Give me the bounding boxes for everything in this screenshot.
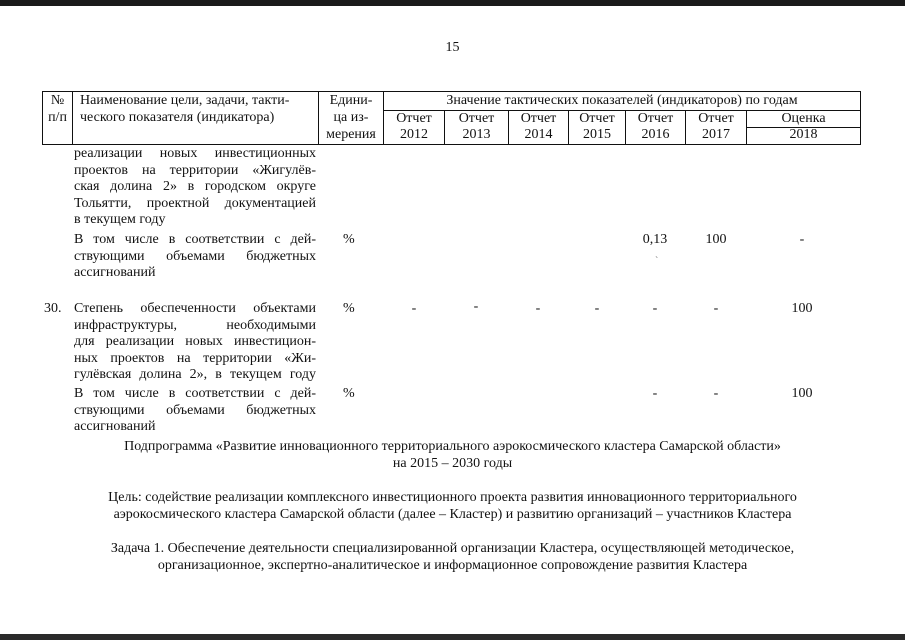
scan-top-border <box>0 0 905 6</box>
header-top-line <box>42 91 860 92</box>
header-unit-label-1: Едини- <box>329 93 373 108</box>
header-year: 2017 <box>702 127 730 142</box>
header-bottom-line <box>42 144 860 145</box>
value-2016: 0,13 <box>642 232 668 247</box>
row-text-line: ассигнований <box>74 265 156 280</box>
subprogram-title-line-1: Подпрограмма «Развитие инновационного территориального аэрокосмического кластера Самарской области» <box>124 439 781 454</box>
row-text-line: Тольятти, проектной документацией <box>74 195 316 211</box>
row-unit: % <box>343 232 355 247</box>
value-2017: - <box>713 301 719 316</box>
value-2018: 100 <box>791 301 813 316</box>
goal-line-1: Цель: содействие реализации комплексного инвестиционного проекта развития инновационного территориального <box>108 490 797 505</box>
header-unit-label-3: мерения <box>326 127 376 142</box>
row-text-line: В том числе в соответствии с дей- <box>74 232 316 247</box>
task-line-1: Задача 1. Обеспечение деятельности специализированной организации Кластера, осуществляющей методическое, <box>110 541 795 556</box>
row-unit: % <box>343 386 355 401</box>
row-text-line: в текущем году <box>74 212 166 227</box>
header-year: 2016 <box>641 127 670 142</box>
value-2017: - <box>713 386 719 401</box>
header-year: 2012 <box>400 127 428 142</box>
row-text-line: В том числе в соответствии с дей- <box>74 386 316 401</box>
header-year-type: Отчет <box>579 111 615 126</box>
value-2017: 100 <box>705 232 727 247</box>
header-number-label-1: № <box>50 93 65 108</box>
header-unit-label-2: ца из- <box>333 110 369 125</box>
row-text-line: гулёвская долина 2», в текущем году <box>74 367 316 382</box>
header-number-label-2: п/п <box>48 110 67 125</box>
header-name-label-1: Наименование цели, задачи, такти- <box>80 93 290 108</box>
row-unit: % <box>343 301 355 316</box>
row-text-line: Степень обеспеченности объектами <box>74 301 316 316</box>
goal-line-2: аэрокосмического кластера Самарской области (далее – Кластер) и развитию организаций – участников Кластера <box>113 507 792 522</box>
header-year-type: Отчет <box>637 111 674 126</box>
row-text-line: для реализации новых инвестицион- <box>74 334 316 349</box>
row-text-line: ассигнований <box>74 419 156 434</box>
header-year-type: Отчет <box>520 111 557 126</box>
header-year: 2014 <box>524 127 553 142</box>
value-2018: 100 <box>791 386 813 401</box>
header-year-type: Отчет <box>698 111 734 126</box>
row-number: 30. <box>44 301 62 316</box>
value-2014: - <box>535 301 541 316</box>
task-line-2: организационное, экспертно-аналитическое и информационное сопровождение развития Кластера <box>157 558 748 573</box>
row-text-line: ных проектов на территории «Жи- <box>74 350 316 366</box>
value-2016: - <box>652 386 658 401</box>
header-name-label-2: ческого показателя (индикатора) <box>80 110 275 125</box>
row-text-line: проектов на территории «Жигулёв- <box>74 162 316 178</box>
scan-bottom-border <box>0 634 905 640</box>
value-2013: - <box>473 299 479 314</box>
value-2012: - <box>411 301 417 316</box>
scan-speck: ` <box>655 256 659 267</box>
header-year-type: Отчет <box>458 111 495 126</box>
row-text-line: ствующими объемами бюджетных <box>74 248 316 264</box>
row-text-line: ствующими объемами бюджетных <box>74 402 316 418</box>
value-2018: - <box>799 232 805 247</box>
header-vline <box>72 91 73 145</box>
header-year: 2013 <box>462 127 491 142</box>
subprogram-title-line-2: на 2015 – 2030 годы <box>392 456 513 471</box>
header-group-title: Значение тактических показателей (индикаторов) по годам <box>446 93 798 108</box>
row-text-line: инфраструктуры, необходимыми <box>74 317 316 333</box>
header-year: 2015 <box>583 127 611 142</box>
header-year: 2018 <box>789 127 818 142</box>
page-number: 15 <box>445 40 460 55</box>
value-2015: - <box>594 301 600 316</box>
value-2016: - <box>652 301 658 316</box>
header-year-type: Отчет <box>396 111 432 126</box>
header-year-type: Оценка <box>781 111 826 126</box>
row-text-line: реализации новых инвестиционных <box>74 146 316 161</box>
header-vline <box>860 91 861 145</box>
row-text-line: ская долина 2» в городском округе <box>74 179 316 194</box>
